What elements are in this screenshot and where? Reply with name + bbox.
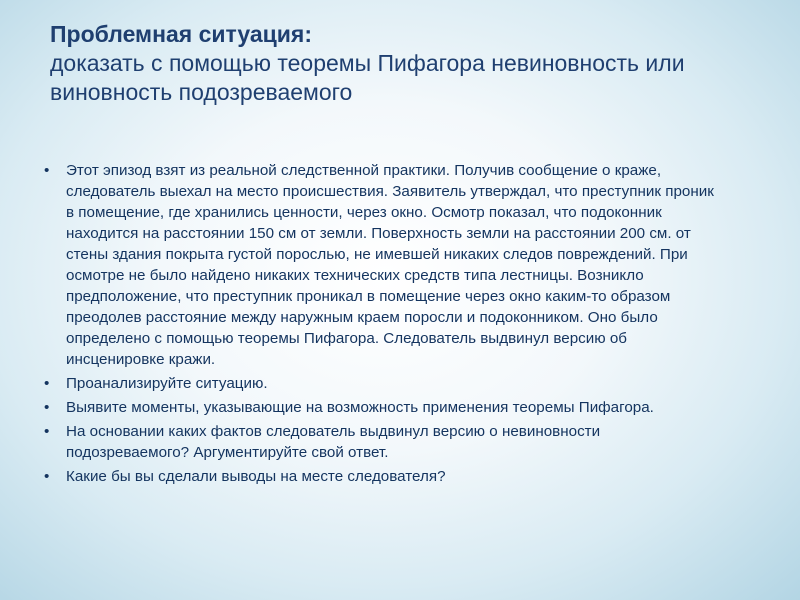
bullet-icon: • (44, 399, 50, 416)
bullet-icon: • (44, 375, 50, 392)
list-item-text: Проанализируйте ситуацию. (66, 375, 268, 392)
title-bold: Проблемная ситуация: (50, 21, 312, 47)
list-item-text: Выявите моменты, указывающие на возможность применения теоремы Пифагора. (66, 399, 654, 416)
bullet-icon: • (44, 423, 50, 440)
list-item-text: На основании каких фактов следователь выдвинул версию о невиновности подозреваемого? Аргументируйте свой ответ. (66, 423, 601, 461)
bullet-icon: • (44, 162, 50, 179)
bullet-icon: • (44, 468, 50, 485)
slide-title (50, 20, 780, 107)
list-item (44, 160, 724, 370)
bullet-list (44, 160, 724, 490)
list-item-text: Этот эпизод взят из реальной следственной практики. Получив сообщение о краже, следователь выехал на место происшествия. Заявитель утверждал, что преступник проник в помещение, где хранились ценности, через окно. Осмотр показал, что подоконник находится на расстоянии 150 см от земли. Поверхность земли на расстоянии 200 см. от стены здания покрыта густой порослью, не имевшей никаких следов повреждений. При осмотре не было найдено никаких технических средств типа лестницы. Возникло предположение, что преступник проникал в помещение через окно каким-то образом преодолев расстояние между наружным краем поросли и подоконником. Оно было определено с помощью теоремы Пифагора. Следователь выдвинул версию об инсценировке кражи. (66, 162, 714, 368)
list-item-text: Какие бы вы сделали выводы на месте следователя? (66, 468, 446, 485)
list-item (44, 397, 724, 418)
list-item (44, 466, 724, 487)
list-item (44, 373, 724, 394)
list-item (44, 421, 724, 463)
title-subtitle: доказать с помощью теоремы Пифагора невиновность или виновность подозреваемого (50, 50, 685, 105)
